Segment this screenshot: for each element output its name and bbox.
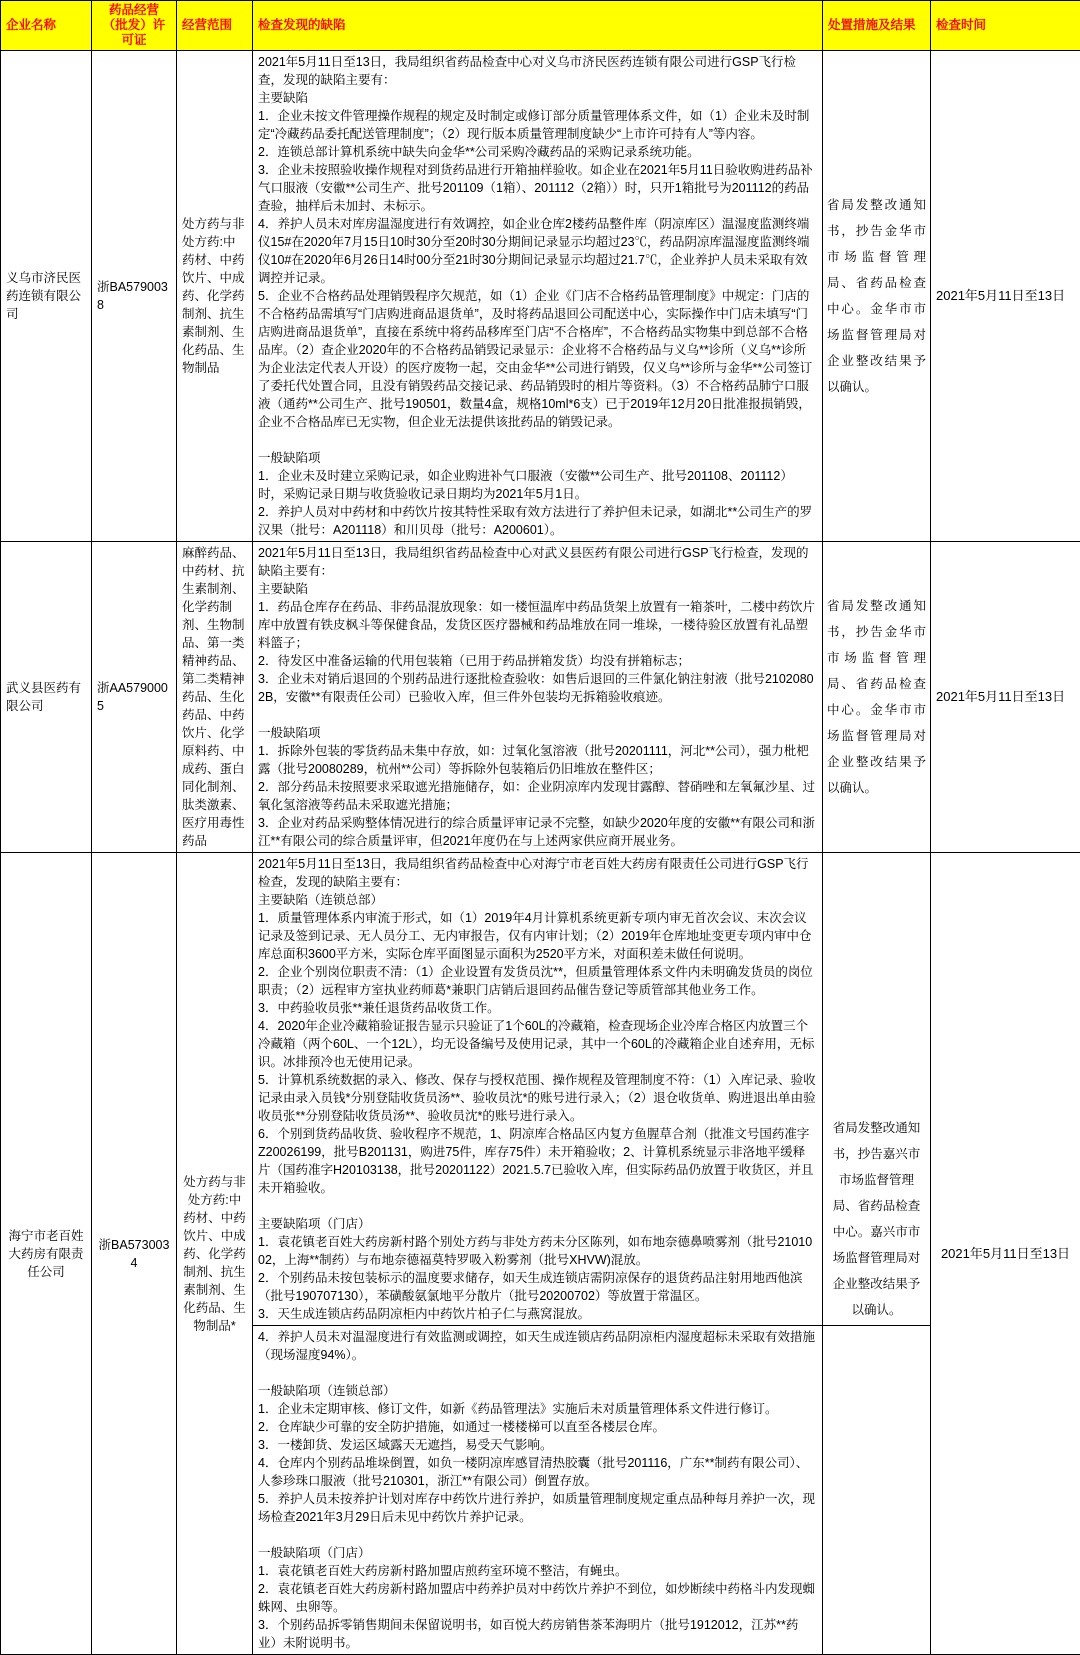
disposal-cell: 省局发整改通知书，抄告嘉兴市市场监督管理局、省药品检查中心。嘉兴市市场监督管理局对企业整改结果予以确认。 <box>823 853 931 1326</box>
defect-paragraph: 1．拆除外包装的零货药品未集中存放，如：过氧化氢溶液（批号20201111，河北**公司），强力枇杷露（批号20080289，杭州**公司）等拆除外包装箱后仍旧堆放在整件区； <box>258 742 817 778</box>
defect-paragraph: 一般缺陷项（门店） <box>258 1544 817 1562</box>
defect-paragraph: 1．企业未按文件管理操作规程的规定及时制定或修订部分质量管理体系文件，如（1）企业未及时制定“冷藏药品委托配送管理制度”；（2）现行版本质量管理制度缺少“上市许可持有人”等内容。 <box>258 107 817 143</box>
scope-cell: 处方药与非处方药:中药材、中药饮片、中成药、化学药制剂、抗生素制剂、生化药品、生物制品 <box>177 51 253 542</box>
defect-paragraph: 2．仓库缺少可靠的安全防护措施，如通过一楼楼梯可以直至各楼层仓库。 <box>258 1418 817 1436</box>
header-time: 检查时间 <box>931 1 1080 51</box>
defect-paragraph: 1．企业未定期审核、修订文件，如新《药品管理法》实施后未对质量管理体系文件进行修订。 <box>258 1400 817 1418</box>
company-cell: 武义县医药有限公司 <box>1 542 92 853</box>
header-disposal: 处置措施及结果 <box>823 1 931 51</box>
defect-paragraph: 3．天生成连锁店药品阴凉柜内中药饮片柏子仁与燕窝混放。 <box>258 1305 817 1323</box>
defects-cell-lower <box>253 1326 823 1655</box>
defect-paragraph <box>258 1526 817 1544</box>
defect-paragraph: 2．袁花镇老百姓大药房新村路加盟店中药养护员对中药饮片养护不到位，如炒断续中药格斗内发现蜘蛛网、虫卵等。 <box>258 1580 817 1616</box>
defect-paragraph: 1．质量管理体系内审流于形式，如（1）2019年4月计算机系统更新专项内审无首次会议、末次会议记录及签到记录、无人员分工、无内审报告，仅有内审计划；（2）2019年仓库地址变更专项内审中仓库总面积3600平方米，实际仓库平面图显示面积为2520平方米，对面积差未做任何说明。 <box>258 909 817 963</box>
defect-paragraph: 一般缺陷项 <box>258 724 817 742</box>
defect-paragraph: 4．养护人员未对温湿度进行有效监测或调控，如天生成连锁店药品阴凉柜内湿度超标未采取有效措施（现场湿度94%）。 <box>258 1328 817 1364</box>
defect-paragraph: 4．仓库内个别药品堆垛倒置，如负一楼阴凉库感冒清热胶囊（批号201116，广东**制药有限公司）、人参珍珠口服液（批号210301，浙江**有限公司）倒置存放。 <box>258 1454 817 1490</box>
defect-paragraph: 3．企业未按照验收操作规程对到货药品进行开箱抽样验收。如企业在2021年5月11日验收购进药品补气口服液（安徽**公司生产、批号201109（1箱）、201112（2箱））时，只开1箱批号为201112的药品查验，抽样后未加封、未标示。 <box>258 161 817 215</box>
scope-cell: 麻醉药品、中药材、抗生素制剂、化学药制剂、生物制品、第一类精神药品、第二类精神药品、生化药品、中药饮片、化学原料药、中成药、蛋白同化制剂、肽类激素、医疗用毒性药品 <box>177 542 253 853</box>
defect-paragraph: 一般缺陷项（连锁总部） <box>258 1382 817 1400</box>
defect-paragraph: 5．养护人员未按养护计划对库存中药饮片进行养护，如质量管理制度规定重点品种每月养护一次，现场检查2021年3月29日后未见中药饮片养护记录。 <box>258 1490 817 1526</box>
defect-paragraph: 2．待发区中准备运输的代用包装箱（已用于药品拼箱发货）均没有拼箱标志； <box>258 652 817 670</box>
defect-paragraph: 2．养护人员对中药材和中药饮片按其特性采取有效方法进行了养护但未记录，如湖北**公司生产的罗汉果（批号：A201118）和川贝母（批号：A200601）。 <box>258 503 817 539</box>
defect-paragraph: 2021年5月11日至13日，我局组织省药品检查中心对义乌市济民医药连锁有限公司进行GSP飞行检查，发现的缺陷主要有： <box>258 53 817 89</box>
defect-paragraph: 5．企业不合格药品处理销毁程序欠规范，如（1）企业《门店不合格药品管理制度》中规定：门店的不合格药品需填写“门店购进商品退货单”，及时将药品退回公司配送中心，实际操作中门店未填写“门店购进商品退货单”，直接在系统中将药品移库至门店“不合格库”，不合格药品实物集中到总部不合格品库。（2）查企业2020年的不合格药品销毁记录显示：企业将不合格药品与义乌**诊所（义乌**诊所为企业法定代表人开设）的医疗废物一起，交由金华**公司进行销毁，仅义乌**诊所与金华**公司签订了委托代处置合同，且没有销毁药品交接记录、药品销毁时的相片等资料。（3）不合格药品肺宁口服液（通药**公司生产、批号190501，数量4盒，规格10ml*6支）已于2019年12月20日批准报损销毁，企业不合格品库已无实物，但企业无法提供该批药品的销毁记录。 <box>258 287 817 431</box>
defect-paragraph: 2．部分药品未按照要求采取遮光措施储存，如：企业阴凉库内发现甘露醇、替硝唑和左氧氟沙星、过氧化氢溶液等药品未采取遮光措施； <box>258 778 817 814</box>
defect-paragraph: 3．企业未对销后退回的个别药品进行逐批检查验收：如售后退回的三件氯化钠注射液（批号21020802B，安徽**有限责任公司）已验收入库，但三件外包装均无拆箱验收痕迹。 <box>258 670 817 706</box>
defect-paragraph: 2．连锁总部计算机系统中缺失向金华**公司采购冷藏药品的采购记录系统功能。 <box>258 143 817 161</box>
defect-paragraph: 4．2020年企业冷藏箱验证报告显示只验证了1个60L的冷藏箱，检查现场企业冷库合格区内放置三个冷藏箱（两个60L、一个12L），均无设备编号及使用记录，其中一个60L的冷藏箱企业自述弃用，无标识。冰排预冷也无使用记录。 <box>258 1017 817 1071</box>
license-cell: 浙BA5790038 <box>92 51 177 542</box>
defect-paragraph: 3．中药验收员张**兼任退货药品收货工作。 <box>258 999 817 1017</box>
defects-cell <box>253 51 823 542</box>
defect-paragraph: 主要缺陷（连锁总部） <box>258 891 817 909</box>
disposal-cell: 省局发整改通知书，抄告金华市市场监督管理局、省药品检查中心。金华市市场监督管理局对企业整改结果予以确认。 <box>823 542 931 853</box>
header-company: 企业名称 <box>1 1 92 51</box>
defect-paragraph <box>258 1197 817 1215</box>
defect-paragraph: 1．袁花镇老百姓大药房新村路个别处方药与非处方药未分区陈列，如布地奈德鼻喷雾剂（批号2101002，上海**制药）与布地奈德福莫特罗吸入粉雾剂（批号XHVW)混放。 <box>258 1233 817 1269</box>
disposal-cell: 省局发整改通知书，抄告金华市市场监督管理局、省药品检查中心。金华市市场监督管理局对企业整改结果予以确认。 <box>823 51 931 542</box>
defects-cell <box>253 542 823 853</box>
defect-paragraph: 主要缺陷项（门店） <box>258 1215 817 1233</box>
table-row-wuyi-yiyao <box>1 542 1080 853</box>
company-cell: 海宁市老百姓大药房有限责任公司 <box>1 853 92 1655</box>
defect-paragraph: 1．袁花镇老百姓大药房新村路加盟店煎药室环境不整洁，有蝇虫。 <box>258 1562 817 1580</box>
header-defects: 检查发现的缺陷 <box>253 1 823 51</box>
defect-paragraph: 一般缺陷项 <box>258 449 817 467</box>
defect-paragraph: 主要缺陷 <box>258 89 817 107</box>
defect-paragraph <box>258 706 817 724</box>
defect-paragraph: 2．企业个别岗位职责不清：（1）企业设置有发货员沈**，但质量管理体系文件内未明确发货员的岗位职责；（2）远程审方室执业药师葛*兼职门店销后退回药品催告登记等质管部其他业务工作。 <box>258 963 817 999</box>
defect-paragraph: 主要缺陷 <box>258 580 817 598</box>
defect-paragraph: 2021年5月11日至13日，我局组织省药品检查中心对武义县医药有限公司进行GSP飞行检查，发现的缺陷主要有： <box>258 544 817 580</box>
table-row-yiwu-jimin <box>1 51 1080 542</box>
defects-cell-upper <box>253 853 823 1326</box>
defect-paragraph: 3．企业对药品采购整体情况进行的综合质量评审记录不完整，如缺少2020年度的安徽**有限公司和浙江**有限公司的综合质量评审，但2021年度仍在与上述两家供应商开展业务。 <box>258 814 817 850</box>
time-cell: 2021年5月11日至13日 <box>931 542 1080 853</box>
time-cell: 2021年5月11日至13日 <box>931 853 1080 1655</box>
defect-paragraph: 1．药品仓库存在药品、非药品混放现象：如一楼恒温库中药品货架上放置有一箱茶叶，二楼中药饮片库中放置有铁皮枫斗等保健食品，发货区医疗器械和药品堆放在同一堆垛，一楼待验区放置有礼品塑料篮子； <box>258 598 817 652</box>
company-cell: 义乌市济民医药连锁有限公司 <box>1 51 92 542</box>
time-cell: 2021年5月11日至13日 <box>931 51 1080 542</box>
defect-paragraph: 6．个别到货药品收货、验收程序不规范，1、阴凉库合格品区内复方鱼腥草合剂（批准文号国药准字Z20026199，批号B201131，购进75件，库存75件）未开箱验收；2、计算机系统显示非洛地平缓释片（国药准字H20103138，批号20201122）2021.5.7已验收入库，但实际药品仍放置于收货区，并且未开箱验收。 <box>258 1125 817 1197</box>
defect-paragraph: 1．企业未及时建立采购记录，如企业购进补气口服液（安徽**公司生产、批号201108、201112）时，采购记录日期与收货验收记录日期均为2021年5月1日。 <box>258 467 817 503</box>
license-cell: 浙AA5790005 <box>92 542 177 853</box>
defect-paragraph: 2．个别药品未按包装标示的温度要求储存，如天生成连锁店需阴凉保存的退货药品注射用地西他滨（批号190707130），苯磺酸氨氯地平分散片（批号20200702）等放置于常温区。 <box>258 1269 817 1305</box>
defect-paragraph: 2021年5月11日至13日，我局组织省药品检查中心对海宁市老百姓大药房有限责任公司进行GSP飞行检查，发现的缺陷主要有： <box>258 855 817 891</box>
defect-paragraph <box>258 1364 817 1382</box>
defect-paragraph: 3．一楼卸货、发运区域露天无遮挡，易受天气影响。 <box>258 1436 817 1454</box>
table-row-haining-laobaixing <box>1 853 1080 1326</box>
license-cell: 浙BA5730034 <box>92 853 177 1655</box>
header-license: 药品经营（批发）许可证 <box>92 1 177 51</box>
disposal-cell-empty <box>823 1326 931 1655</box>
defect-paragraph <box>258 431 817 449</box>
scope-cell: 处方药与非处方药:中药材、中药饮片、中成药、化学药制剂、抗生素制剂、生化药品、生物制品* <box>177 853 253 1655</box>
header-scope: 经营范围 <box>177 1 253 51</box>
defect-paragraph: 5．计算机系统数据的录入、修改、保存与授权范围、操作规程及管理制度不符：（1）入库记录、验收记录由录入员钱*分别登陆收货员汤**、验收员沈*的账号进行录入；（2）退仓收货单、购进退出单由验收员张**分别登陆收货员汤**、验收员沈*的账号进行录入。 <box>258 1071 817 1125</box>
defect-paragraph: 3．个别药品拆零销售期间未保留说明书，如百悦大药房销售茶苯海明片（批号1912012，江苏**药业）未附说明书。 <box>258 1616 817 1652</box>
defect-paragraph: 4．养护人员未对库房温湿度进行有效调控，如企业仓库2楼药品整件库（阴凉库区）温湿度监测终端仪15#在2020年7月15日10时30分至20时30分期间记录显示均超过23℃，药品阴凉库温湿度监测终端仪10#在2020年6月26日14时00分至21时30分期间记录显示均超过21.7℃，企业养护人员未采取有效调控并记录。 <box>258 215 817 287</box>
header-row <box>1 1 1080 51</box>
